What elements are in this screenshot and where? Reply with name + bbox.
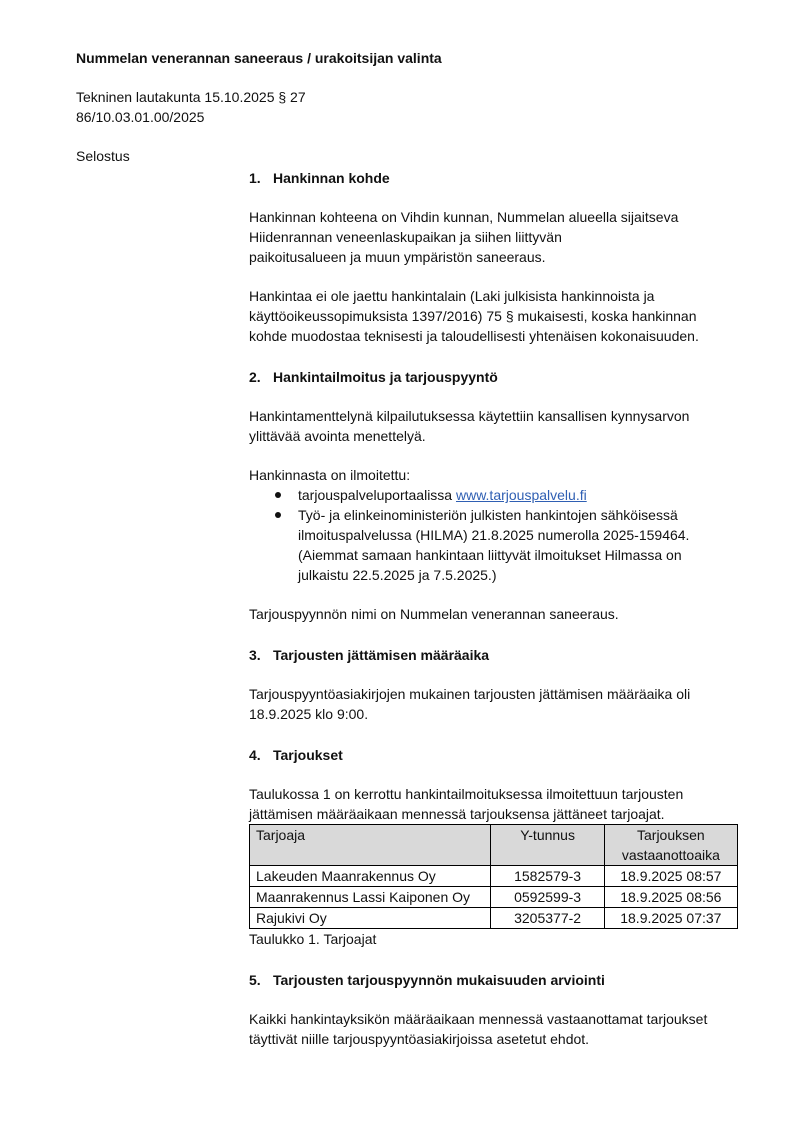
paragraph: Hankintaa ei ole jaettu hankintalain (Laki julkisista hankinnoista ja käyttöoikeussopimuksista 1397/2016) 75 § mukaisesti, koska hankinnan kohde muodostaa teknisesti ja taloudellisesti yhtenäisen kokonaisuuden. bbox=[249, 288, 699, 344]
announced-label: Hankinnasta on ilmoitettu: bbox=[249, 467, 411, 483]
column-header: Y-tunnus bbox=[491, 825, 604, 866]
paragraph: Taulukossa 1 on kerrottu hankintailmoituksessa ilmoitettuun tarjousten jättämisen määräaikaan mennessä tarjouksensa jättäneet tarjoajat. bbox=[249, 786, 684, 822]
section-label: Selostus bbox=[76, 148, 130, 164]
bullet-icon bbox=[275, 512, 281, 518]
announcement-list bbox=[249, 485, 749, 585]
list-item: tarjouspalveluportaalissa www.tarjouspalvelu.fi bbox=[249, 485, 749, 505]
meeting-info: Tekninen lautakunta 15.10.2025 § 27 bbox=[76, 89, 306, 105]
section-heading-1: 1. Hankinnan kohde bbox=[249, 170, 390, 186]
section-heading-4: 4. Tarjoukset bbox=[249, 747, 343, 763]
table-caption: Taulukko 1. Tarjoajat bbox=[249, 931, 377, 947]
paragraph: Hankinnan kohteena on Vihdin kunnan, Nummelan alueella sijaitseva Hiidenrannan veneenlaskupaikan ja siihen liittyvän paikoitusalueen ja muun ympäristön saneeraus. bbox=[249, 209, 679, 265]
table-row: Maanrakennus Lassi Kaiponen Oy 0592599-3 18.9.2025 08:56 bbox=[250, 887, 738, 908]
table-row: Rajukivi Oy 3205377-2 18.9.2025 07:37 bbox=[250, 908, 738, 929]
section-heading-5: 5. Tarjousten tarjouspyynnön mukaisuuden arviointi bbox=[249, 972, 605, 988]
paragraph: Tarjouspyyntöasiakirjojen mukainen tarjousten jättämisen määräaika oli 18.9.2025 klo 9:00. bbox=[249, 686, 691, 722]
document-body bbox=[249, 166, 749, 1049]
record-number: 86/10.03.01.00/2025 bbox=[76, 109, 205, 125]
table-row: Lakeuden Maanrakennus Oy 1582579-3 18.9.2025 08:57 bbox=[250, 866, 738, 887]
paragraph: Tarjouspyynnön nimi on Nummelan venerannan saneeraus. bbox=[249, 606, 619, 622]
tarjouspalvelu-link[interactable]: www.tarjouspalvelu.fi bbox=[455, 487, 587, 503]
section-heading-2: 2. Hankintailmoitus ja tarjouspyyntö bbox=[249, 369, 498, 385]
bullet-icon bbox=[275, 492, 281, 498]
table-header-row bbox=[250, 825, 738, 866]
paragraph: Hankintamenttelynä kilpailutuksessa käytettiin kansallisen kynnysarvon ylittävää avointa menettelyä. bbox=[249, 408, 690, 444]
document-title: Nummelan venerannan saneeraus / urakoitsijan valinta bbox=[76, 50, 442, 66]
paragraph: Kaikki hankintayksikön määräaikaan mennessä vastaanottamat tarjoukset täyttivät niille tarjouspyyntöasiakirjoissa asetetut ehdot. bbox=[249, 1011, 708, 1047]
column-header: Tarjoaja bbox=[250, 825, 491, 866]
section-heading-3: 3. Tarjousten jättämisen määräaika bbox=[249, 647, 490, 663]
column-header: Tarjouksen vastaanottoaika bbox=[604, 825, 737, 866]
list-item: Työ- ja elinkeinoministeriön julkisten hankintojen sähköisessä ilmoituspalvelussa (HILMA) 21.8.2025 numerolla 2025-159464. (Aiemmat samaan hankintaan liittyvät ilmoitukset Hilmassa on julkaistu 22.5.2025 ja 7.5.2025.) bbox=[249, 505, 749, 585]
bidders-table bbox=[249, 824, 738, 929]
